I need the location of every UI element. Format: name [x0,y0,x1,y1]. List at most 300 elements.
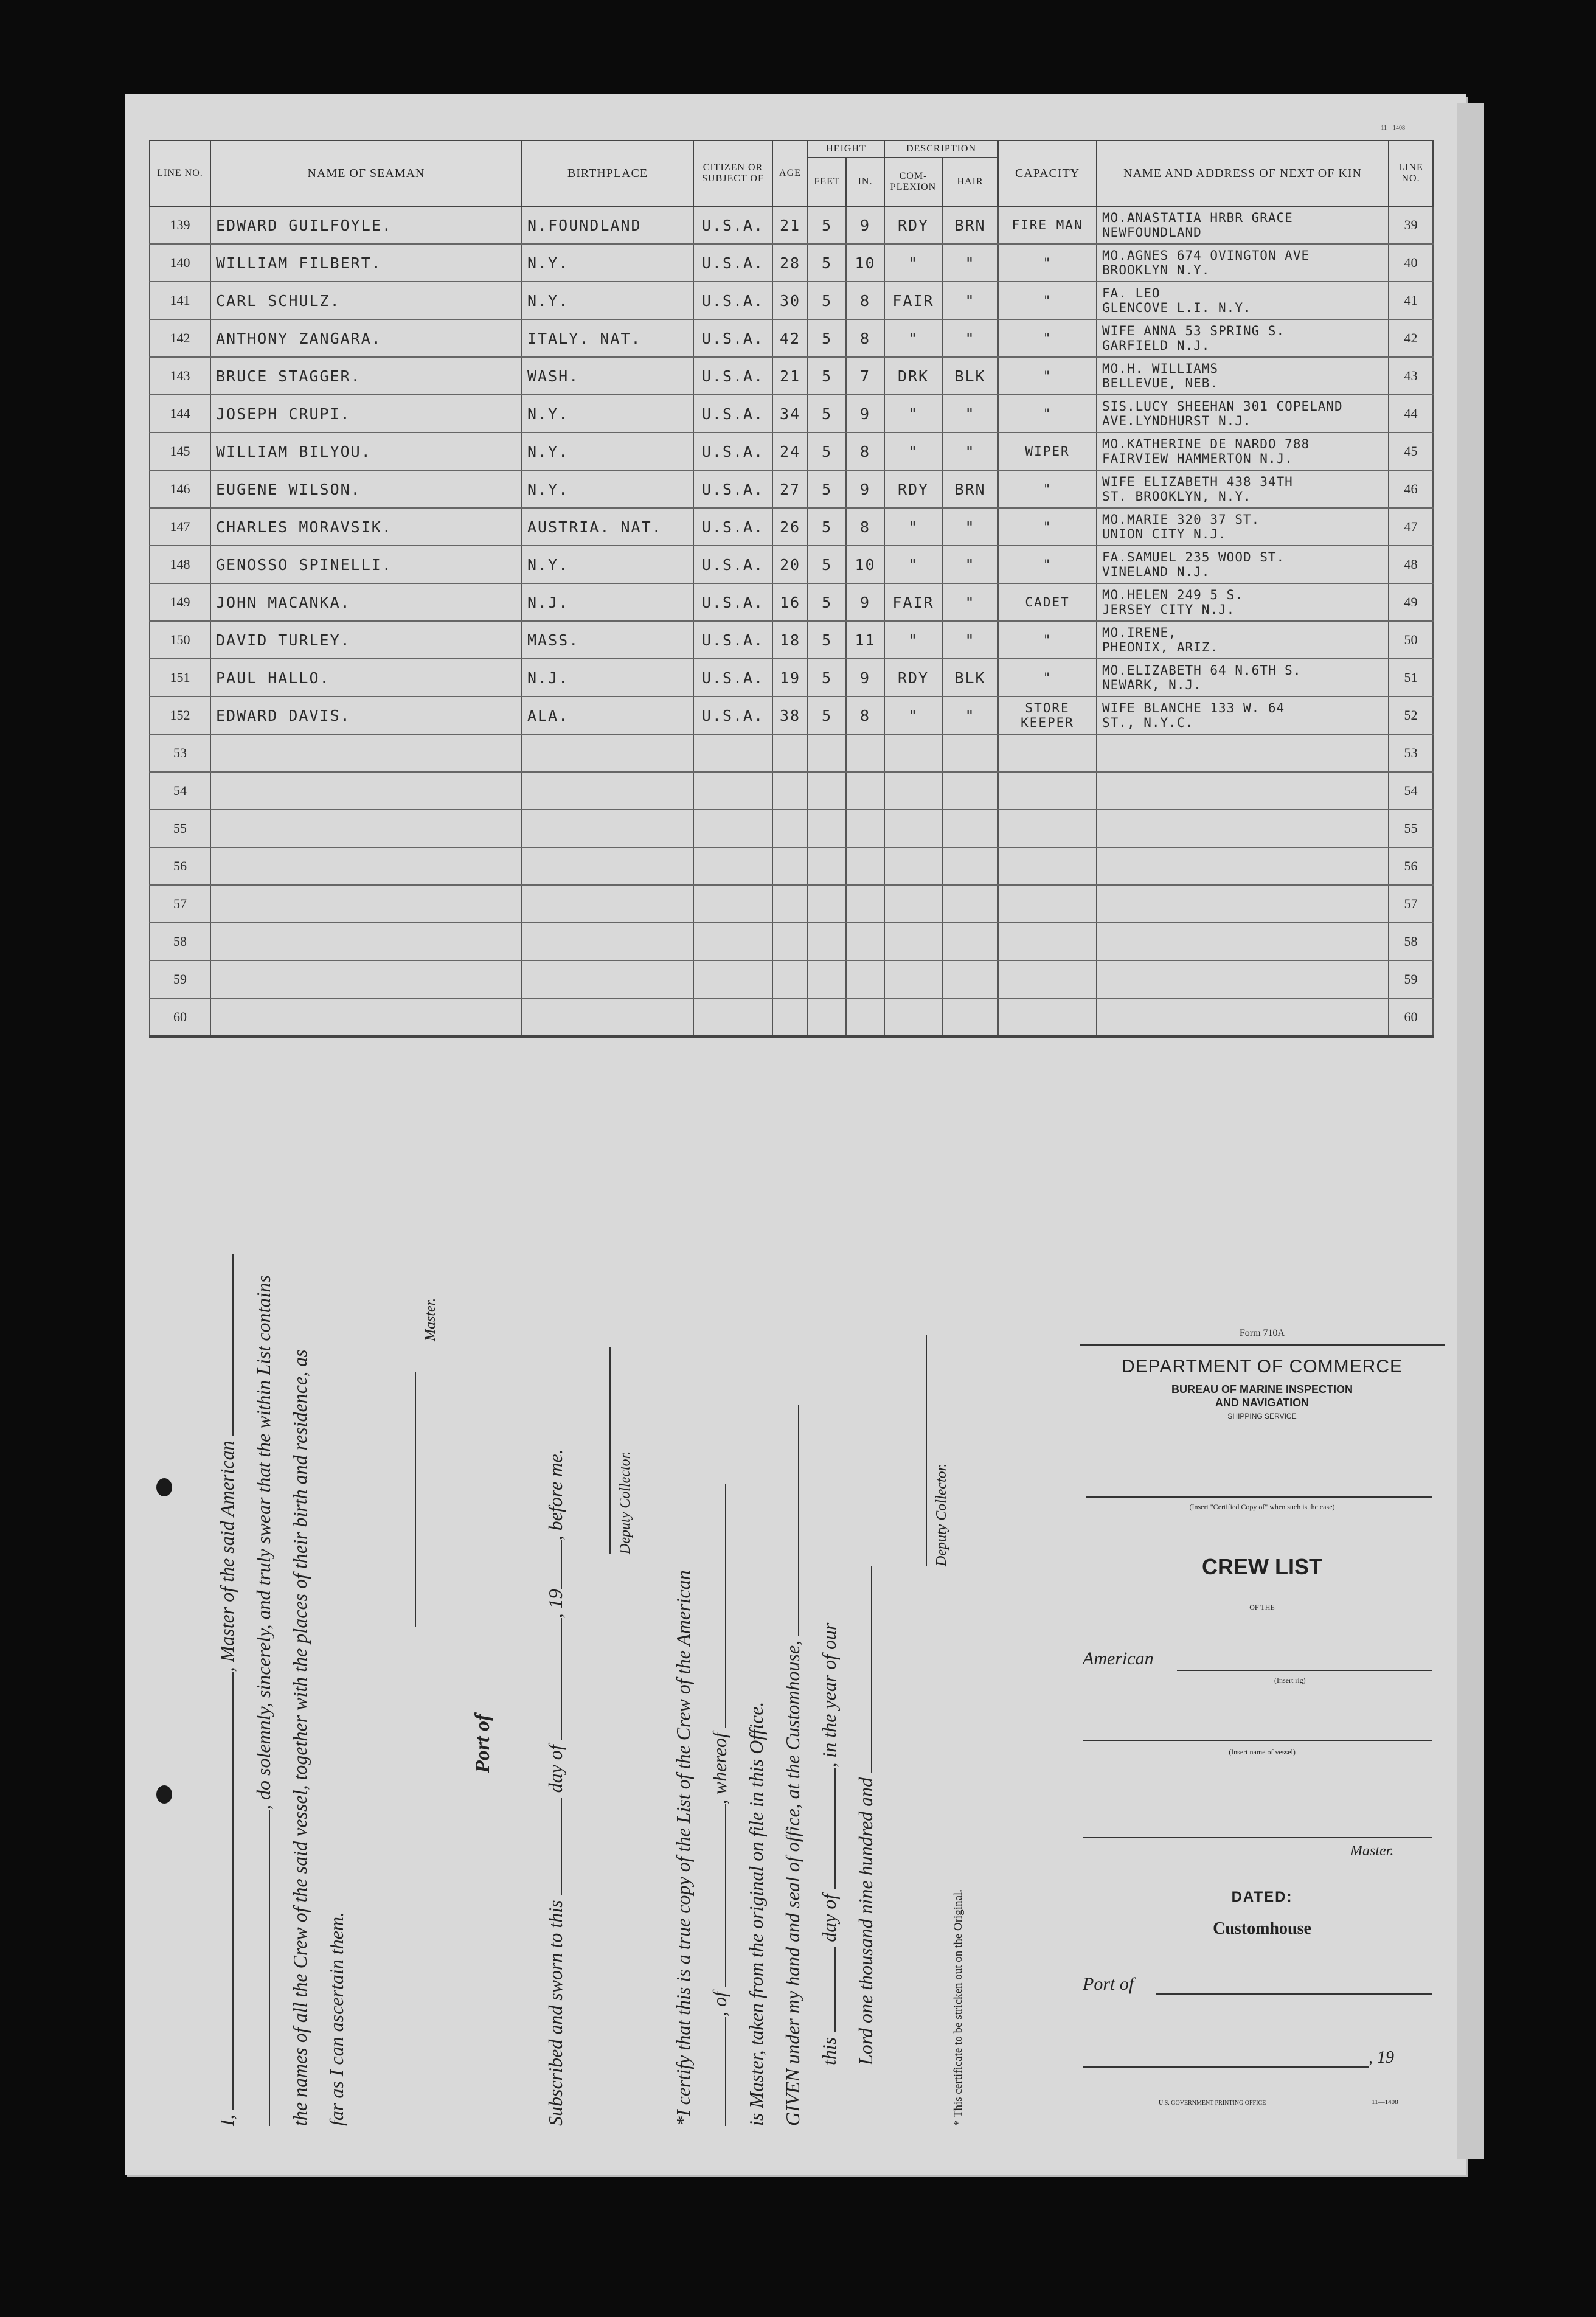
next-of-kin-line: MO.MARIE 320 37 ST. [1102,512,1260,527]
height-inches: 8 [846,282,884,319]
cover-form-number: 11—1408 [1372,2099,1398,2106]
next-of-kin [1097,734,1389,772]
height-inches: 9 [846,395,884,432]
bureau-title: BUREAU OF MARINE INSPECTION AND NAVIGATION [1171,1383,1353,1409]
hair: BRN [942,206,998,244]
line-number: 54 [150,772,210,810]
citizenship [693,772,772,810]
seaman-name: GENOSSO SPINELLI. [210,546,522,583]
deputy-signature-blank [596,1347,611,1554]
header-inches: IN. [846,158,884,206]
citizenship: U.S.A. [693,546,772,583]
table-row [150,998,1433,1037]
capacity [998,998,1097,1037]
next-of-kin [1097,319,1389,357]
age [772,734,808,772]
seaman-name: EDWARD DAVIS. [210,696,522,734]
seaman-name: CHARLES MORAVSIK. [210,508,522,546]
master-blank-3 [712,1484,726,1728]
seaman-name [210,810,522,847]
oath-master-label: Master. [423,1297,439,1341]
capacity: " [998,621,1097,659]
complexion [884,923,942,960]
cover-port-label: Port of [1083,1974,1134,1994]
hair [942,885,998,923]
citizenship: U.S.A. [693,696,772,734]
header-kin: NAME AND ADDRESS OF NEXT OF KIN [1097,141,1389,206]
header-birthplace: BIRTHPLACE [522,141,693,206]
capacity [998,772,1097,810]
line-number-right: 42 [1389,319,1433,357]
capacity: " [998,357,1097,395]
height-inches: 9 [846,470,884,508]
age: 18 [772,621,808,659]
complexion: RDY [884,470,942,508]
header-line-no: LINE NO. [150,141,210,206]
hair: " [942,696,998,734]
customhouse-label: Customhouse [1213,1919,1311,1938]
height-inches: 10 [846,244,884,282]
line-number-right: 57 [1389,885,1433,923]
whereof-text: , whereof [709,1732,730,1805]
height-inches: 8 [846,432,884,470]
citizenship: U.S.A. [693,432,772,470]
crew-table [149,140,1434,1038]
american-label: American [1083,1648,1154,1669]
complexion: DRK [884,357,942,395]
next-of-kin [1097,847,1389,885]
complexion [884,810,942,847]
day-of-text-2: day of [818,1894,840,1942]
header-name: NAME OF SEAMAN [210,141,522,206]
table-row [150,847,1433,885]
line-number: 141 [150,282,210,319]
line-number-right: 51 [1389,659,1433,696]
next-of-kin-line: WIFE BLANCHE 133 W. 64 [1102,701,1285,716]
line-number-right: 52 [1389,696,1433,734]
year-blank [547,1540,562,1589]
age: 21 [772,357,808,395]
height-inches: 11 [846,621,884,659]
next-of-kin-line: MO.KATHERINE DE NARDO 788 [1102,437,1310,452]
deputy-collector-label: Deputy Collector. [617,1451,633,1554]
hair: " [942,583,998,621]
header-capacity: CAPACITY [998,141,1097,206]
capacity: FIRE MAN [998,206,1097,244]
citizenship: U.S.A. [693,470,772,508]
line-number: 147 [150,508,210,546]
seaman-name [210,960,522,998]
next-of-kin-line: GARFIELD N.J. [1102,338,1210,353]
next-of-kin-line: BROOKLYN N.Y. [1102,263,1210,278]
line-number: 148 [150,546,210,583]
next-of-kin [1097,244,1389,282]
next-of-kin-line: AVE.LYNDHURST N.J. [1102,414,1252,429]
next-of-kin-line: UNION CITY N.J. [1102,527,1227,542]
day-blank [547,1798,562,1895]
hair [942,923,998,960]
table-row [150,395,1433,432]
header-hair: HAIR [942,158,998,206]
citizenship: U.S.A. [693,319,772,357]
next-of-kin-line: MO.ELIZABETH 64 N.6TH S. [1102,663,1302,678]
is-master-text: is Master, taken from the original on file in this Office. [745,1701,767,2126]
hair: " [942,319,998,357]
age: 21 [772,206,808,244]
hair: BRN [942,470,998,508]
complexion: " [884,621,942,659]
next-of-kin [1097,772,1389,810]
seaman-name: JOHN MACANKA. [210,583,522,621]
next-of-kin-line: MO.ANASTATIA HRBR GRACE [1102,210,1293,226]
citizenship: U.S.A. [693,206,772,244]
complexion [884,772,942,810]
height-inches: 10 [846,546,884,583]
line-number: 57 [150,885,210,923]
height-inches: 8 [846,508,884,546]
capacity: " [998,282,1097,319]
age [772,960,808,998]
complexion [884,734,942,772]
line-number: 139 [150,206,210,244]
height-inches [846,772,884,810]
cover-rule-top [1080,1344,1445,1346]
insert-certified-note: (Insert "Certified Copy of" when such is the case) [1189,1502,1335,1511]
in-year-text: , in the year of our [818,1622,840,1768]
next-of-kin-line: BELLEVUE, NEB. [1102,376,1219,391]
punch-hole-2 [156,1785,172,1804]
height-feet: 5 [808,621,846,659]
citizenship [693,923,772,960]
line-number-right: 50 [1389,621,1433,659]
age: 27 [772,470,808,508]
hair: " [942,508,998,546]
capacity [998,847,1097,885]
line-number: 59 [150,960,210,998]
next-of-kin-line: MO.AGNES 674 OVINGTON AVE [1102,248,1310,263]
form-number-top: 11—1408 [1381,125,1405,131]
age: 26 [772,508,808,546]
next-of-kin-line: PHEONIX, ARIZ. [1102,640,1219,655]
next-of-kin [1097,357,1389,395]
next-of-kin-line: VINELAND N.J. [1102,564,1210,580]
complexion: " [884,244,942,282]
line-number-right: 43 [1389,357,1433,395]
month-blank [547,1618,562,1740]
header-complexion: COM-PLEXION [884,158,942,206]
height-inches: 9 [846,583,884,621]
age [772,885,808,923]
lord-text: Lord one thousand nine hundred and [855,1777,876,2065]
next-of-kin [1097,885,1389,923]
birthplace: N.J. [522,659,693,696]
capacity: CADET [998,583,1097,621]
citizenship [693,734,772,772]
master-name-blank [219,1672,234,2110]
line-number: 152 [150,696,210,734]
hair: " [942,432,998,470]
height-inches [846,960,884,998]
table-row [150,432,1433,470]
next-of-kin [1097,206,1389,244]
table-row [150,583,1433,621]
complexion [884,998,942,1037]
hair: " [942,395,998,432]
table-row [150,960,1433,998]
table-row [150,508,1433,546]
insert-rig-note: (Insert rig) [1274,1676,1306,1684]
table-row [150,357,1433,395]
this-text: this [818,2037,840,2065]
table-row [150,470,1433,508]
next-of-kin-line: ST., N.Y.C. [1102,715,1194,731]
next-of-kin-line: GLENCOVE L.I. N.Y. [1102,300,1252,316]
birthplace: N.J. [522,583,693,621]
complexion: " [884,696,942,734]
next-of-kin [1097,621,1389,659]
height-inches [846,923,884,960]
table-row [150,319,1433,357]
height-feet [808,960,846,998]
age: 19 [772,659,808,696]
line-number-right: 39 [1389,206,1433,244]
line-number: 60 [150,998,210,1037]
birthplace [522,810,693,847]
line-number-right: 44 [1389,395,1433,432]
oath-ascertain: far as I can ascertain them. [325,1912,347,2126]
seaman-name: BRUCE STAGGER. [210,357,522,395]
table-row [150,923,1433,960]
height-feet: 5 [808,508,846,546]
nineteen-text: , 19 [544,1589,566,1619]
height-feet: 5 [808,395,846,432]
height-feet [808,772,846,810]
age [772,998,808,1037]
table-row [150,659,1433,696]
hair [942,772,998,810]
citizenship: U.S.A. [693,508,772,546]
height-feet: 5 [808,357,846,395]
hair: " [942,546,998,583]
next-of-kin-line: SIS.LUCY SHEEHAN 301 COPELAND [1102,399,1343,414]
seaman-name [210,734,522,772]
citizenship [693,998,772,1037]
oath-i: I, [216,2114,238,2126]
birthplace: N.Y. [522,395,693,432]
birthplace [522,960,693,998]
hair: " [942,282,998,319]
height-feet: 5 [808,432,846,470]
next-of-kin-line: MO.H. WILLIAMS [1102,361,1219,377]
line-number: 143 [150,357,210,395]
cover-port-blank [1156,1993,1432,1995]
complexion [884,960,942,998]
vessel-blank-2 [255,1810,270,2126]
hair [942,998,998,1037]
capacity: " [998,659,1097,696]
vessel-name-blank [1083,1740,1432,1741]
age [772,810,808,847]
crew-list-title: CREW LIST [1202,1554,1322,1579]
day-blank-2 [821,1947,836,2032]
line-number: 150 [150,621,210,659]
cover-master-blank [1083,1837,1432,1838]
age [772,847,808,885]
line-number-right: 40 [1389,244,1433,282]
hair [942,960,998,998]
hair: " [942,621,998,659]
height-inches: 9 [846,206,884,244]
birthplace: ALA. [522,696,693,734]
table-row [150,734,1433,772]
line-number: 140 [150,244,210,282]
next-of-kin-line: MO.IRENE, [1102,625,1177,641]
height-feet [808,734,846,772]
next-of-kin [1097,583,1389,621]
line-number-right: 53 [1389,734,1433,772]
hair: BLK [942,659,998,696]
subscribed-text: Subscribed and sworn to this [544,1900,566,2126]
line-number-right: 45 [1389,432,1433,470]
day-of-text: day of [544,1745,566,1793]
height-feet: 5 [808,583,846,621]
line-number: 53 [150,734,210,772]
underlying-page-edge [1457,103,1484,2159]
birthplace: N.Y. [522,244,693,282]
height-inches: 9 [846,659,884,696]
citizenship [693,847,772,885]
height-feet: 5 [808,546,846,583]
table-row [150,244,1433,282]
oath-names: the names of all the Crew of the said vessel, together with the places of their birth and residence, as [289,1349,311,2126]
seaman-name: PAUL HALLO. [210,659,522,696]
deputy-signature-blank-2 [912,1335,927,1566]
height-inches [846,810,884,847]
line-number: 151 [150,659,210,696]
line-number: 56 [150,847,210,885]
seaman-name [210,885,522,923]
line-number-right: 58 [1389,923,1433,960]
citizenship: U.S.A. [693,282,772,319]
seaman-name [210,847,522,885]
header-age: AGE [772,141,808,206]
hair [942,847,998,885]
header-citizen: CITIZEN OR SUBJECT OF [693,141,772,206]
next-of-kin [1097,960,1389,998]
line-number-right: 55 [1389,810,1433,847]
birthplace [522,923,693,960]
height-inches: 8 [846,319,884,357]
birthplace: N.Y. [522,282,693,319]
citizenship: U.S.A. [693,244,772,282]
birthplace: N.Y. [522,432,693,470]
seaman-name: JOSEPH CRUPI. [210,395,522,432]
complexion: " [884,432,942,470]
height-feet [808,923,846,960]
next-of-kin [1097,696,1389,734]
seaman-name: EUGENE WILSON. [210,470,522,508]
height-feet: 5 [808,206,846,244]
capacity: " [998,395,1097,432]
complexion [884,885,942,923]
month-blank-2 [821,1768,836,1889]
citizenship [693,885,772,923]
master-signature-blank [401,1372,416,1627]
age: 30 [772,282,808,319]
line-number: 145 [150,432,210,470]
rig-blank [1177,1670,1432,1671]
header-feet: FEET [808,158,846,206]
table-row [150,772,1433,810]
line-number-right: 41 [1389,282,1433,319]
oath-section [198,1159,1159,2150]
height-inches: 7 [846,357,884,395]
next-of-kin [1097,923,1389,960]
age: 16 [772,583,808,621]
next-of-kin [1097,546,1389,583]
seaman-name: DAVID TURLEY. [210,621,522,659]
line-number-right: 49 [1389,583,1433,621]
height-feet [808,998,846,1037]
birthplace: N.FOUNDLAND [522,206,693,244]
insert-name-note: (Insert name of vessel) [1229,1748,1296,1756]
next-of-kin-line: FA.SAMUEL 235 WOOD ST. [1102,550,1285,565]
port-blank-2 [712,1804,726,1987]
next-of-kin [1097,659,1389,696]
seaman-name: CARL SCHULZ. [210,282,522,319]
punch-hole-1 [156,1478,172,1496]
height-inches [846,734,884,772]
table-row [150,885,1433,923]
line-number: 144 [150,395,210,432]
certify-text: *I certify that this is a true copy of the List of the Crew of the American [672,1570,694,2126]
age: 38 [772,696,808,734]
next-of-kin-line: WIFE ANNA 53 SPRING S. [1102,324,1285,339]
height-feet: 5 [808,282,846,319]
height-inches [846,998,884,1037]
age: 34 [772,395,808,432]
birthplace: ITALY. NAT. [522,319,693,357]
seaman-name: EDWARD GUILFOYLE. [210,206,522,244]
shipping-service: SHIPPING SERVICE [1227,1412,1297,1420]
complexion [884,847,942,885]
complexion: RDY [884,206,942,244]
given-text: GIVEN under my hand and seal of office, at the Customhouse, [782,1640,803,2126]
hair: " [942,244,998,282]
next-of-kin-line: FAIRVIEW HAMMERTON N.J. [1102,451,1293,467]
age: 24 [772,432,808,470]
capacity: " [998,508,1097,546]
line-number-right: 48 [1389,546,1433,583]
citizenship [693,960,772,998]
cover-master-label: Master. [1350,1843,1394,1859]
citizenship: U.S.A. [693,621,772,659]
citizenship [693,810,772,847]
next-of-kin [1097,810,1389,847]
port-of-label: Port of [471,1714,494,1773]
year-blank-2 [858,1566,872,1773]
next-of-kin-line: NEWARK, N.J. [1102,678,1202,693]
hair [942,810,998,847]
age: 42 [772,319,808,357]
birthplace: N.Y. [522,470,693,508]
line-number-right: 59 [1389,960,1433,998]
line-number: 146 [150,470,210,508]
line-number-right: 60 [1389,998,1433,1037]
of-text: , of [709,1992,730,2017]
crew-list-sheet [125,94,1466,2175]
age: 20 [772,546,808,583]
